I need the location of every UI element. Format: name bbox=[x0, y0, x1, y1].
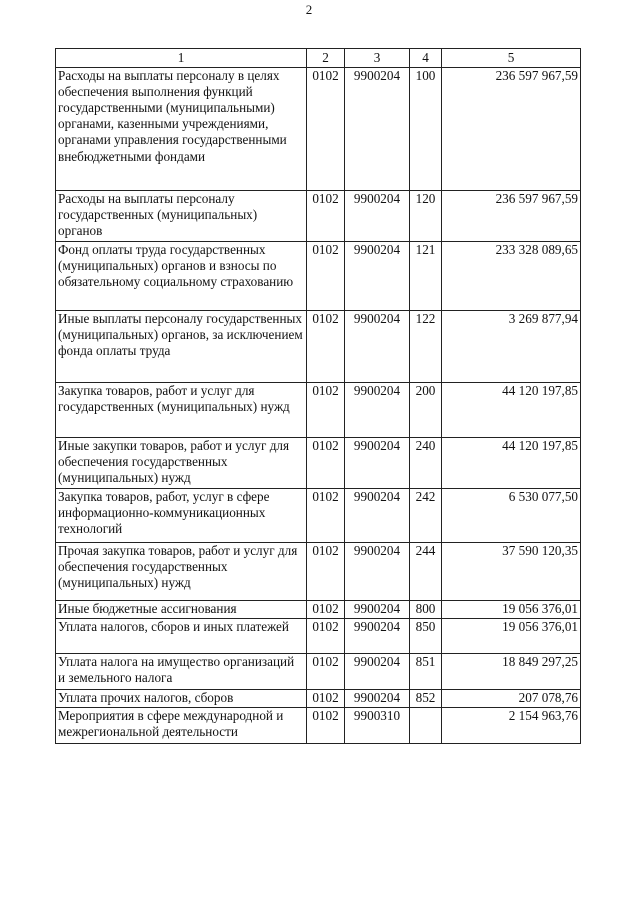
row-amount: 236 597 967,59 bbox=[442, 68, 581, 191]
row-amount: 44 120 197,85 bbox=[442, 438, 581, 489]
row-amount: 44 120 197,85 bbox=[442, 383, 581, 438]
row-section: 0102 bbox=[307, 191, 345, 242]
row-article: 9900204 bbox=[345, 601, 410, 619]
column-header-2: 2 bbox=[307, 49, 345, 68]
row-article: 9900204 bbox=[345, 619, 410, 654]
row-type: 122 bbox=[410, 311, 442, 383]
row-type: 242 bbox=[410, 489, 442, 543]
row-type: 244 bbox=[410, 543, 442, 601]
table-row bbox=[56, 438, 581, 489]
row-section: 0102 bbox=[307, 601, 345, 619]
row-section: 0102 bbox=[307, 242, 345, 311]
row-name: Иные закупки товаров, работ и услуг для обеспечения государственных (муниципальных) нужд bbox=[56, 438, 307, 489]
row-amount: 3 269 877,94 bbox=[442, 311, 581, 383]
row-type: 120 bbox=[410, 191, 442, 242]
row-type: 100 bbox=[410, 68, 442, 191]
row-name: Иные выплаты персоналу государственных (муниципальных) органов, за исключением фонда оплаты труда bbox=[56, 311, 307, 383]
row-section: 0102 bbox=[307, 708, 345, 744]
table-row bbox=[56, 708, 581, 744]
row-type: 851 bbox=[410, 654, 442, 690]
row-article: 9900204 bbox=[345, 191, 410, 242]
table-row bbox=[56, 191, 581, 242]
row-name: Фонд оплаты труда государственных (муниципальных) органов и взносы по обязательному социальному страхованию bbox=[56, 242, 307, 311]
row-article: 9900204 bbox=[345, 383, 410, 438]
table-row bbox=[56, 68, 581, 191]
row-type: 850 bbox=[410, 619, 442, 654]
row-article: 9900204 bbox=[345, 68, 410, 191]
table-row bbox=[56, 383, 581, 438]
row-section: 0102 bbox=[307, 489, 345, 543]
row-name: Уплата налогов, сборов и иных платежей bbox=[56, 619, 307, 654]
row-article: 9900204 bbox=[345, 438, 410, 489]
row-type bbox=[410, 708, 442, 744]
column-header-1: 1 bbox=[56, 49, 307, 68]
table-row bbox=[56, 311, 581, 383]
row-type: 800 bbox=[410, 601, 442, 619]
table-row bbox=[56, 601, 581, 619]
row-type: 121 bbox=[410, 242, 442, 311]
table-row bbox=[56, 242, 581, 311]
table-row bbox=[56, 489, 581, 543]
row-name: Уплата прочих налогов, сборов bbox=[56, 690, 307, 708]
table-row bbox=[56, 543, 581, 601]
table-row bbox=[56, 619, 581, 654]
row-article: 9900204 bbox=[345, 242, 410, 311]
row-amount: 2 154 963,76 bbox=[442, 708, 581, 744]
row-section: 0102 bbox=[307, 383, 345, 438]
row-article: 9900204 bbox=[345, 690, 410, 708]
row-type: 852 bbox=[410, 690, 442, 708]
table-row bbox=[56, 654, 581, 690]
row-amount: 37 590 120,35 bbox=[442, 543, 581, 601]
row-article: 9900310 bbox=[345, 708, 410, 744]
row-section: 0102 bbox=[307, 543, 345, 601]
row-name: Расходы на выплаты персоналу в целях обеспечения выполнения функций государственными (муниципальными) органами, казенными учреждениями, органами управления государственными внебюджетными фондами bbox=[56, 68, 307, 191]
row-amount: 6 530 077,50 bbox=[442, 489, 581, 543]
column-header-3: 3 bbox=[345, 49, 410, 68]
row-section: 0102 bbox=[307, 654, 345, 690]
row-amount: 207 078,76 bbox=[442, 690, 581, 708]
row-amount: 236 597 967,59 bbox=[442, 191, 581, 242]
row-name: Расходы на выплаты персоналу государственных (муниципальных) органов bbox=[56, 191, 307, 242]
row-name: Иные бюджетные ассигнования bbox=[56, 601, 307, 619]
row-article: 9900204 bbox=[345, 654, 410, 690]
row-section: 0102 bbox=[307, 68, 345, 191]
row-name: Закупка товаров, работ и услуг для государственных (муниципальных) нужд bbox=[56, 383, 307, 438]
row-type: 240 bbox=[410, 438, 442, 489]
row-name: Прочая закупка товаров, работ и услуг для обеспечения государственных (муниципальных) нужд bbox=[56, 543, 307, 601]
row-article: 9900204 bbox=[345, 311, 410, 383]
row-section: 0102 bbox=[307, 438, 345, 489]
row-amount: 233 328 089,65 bbox=[442, 242, 581, 311]
column-header-5: 5 bbox=[442, 49, 581, 68]
row-type: 200 bbox=[410, 383, 442, 438]
row-name: Уплата налога на имущество организаций и земельного налога bbox=[56, 654, 307, 690]
budget-table bbox=[55, 48, 581, 744]
row-section: 0102 bbox=[307, 311, 345, 383]
table-header-row bbox=[56, 49, 581, 68]
table-row bbox=[56, 690, 581, 708]
row-amount: 18 849 297,25 bbox=[442, 654, 581, 690]
row-article: 9900204 bbox=[345, 543, 410, 601]
row-name: Закупка товаров, работ, услуг в сфере информационно-коммуникационных технологий bbox=[56, 489, 307, 543]
row-article: 9900204 bbox=[345, 489, 410, 543]
column-header-4: 4 bbox=[410, 49, 442, 68]
row-amount: 19 056 376,01 bbox=[442, 619, 581, 654]
row-amount: 19 056 376,01 bbox=[442, 601, 581, 619]
row-section: 0102 bbox=[307, 619, 345, 654]
row-section: 0102 bbox=[307, 690, 345, 708]
page-number: 2 bbox=[305, 2, 313, 17]
row-name: Мероприятия в сфере международной и межрегиональной деятельности bbox=[56, 708, 307, 744]
